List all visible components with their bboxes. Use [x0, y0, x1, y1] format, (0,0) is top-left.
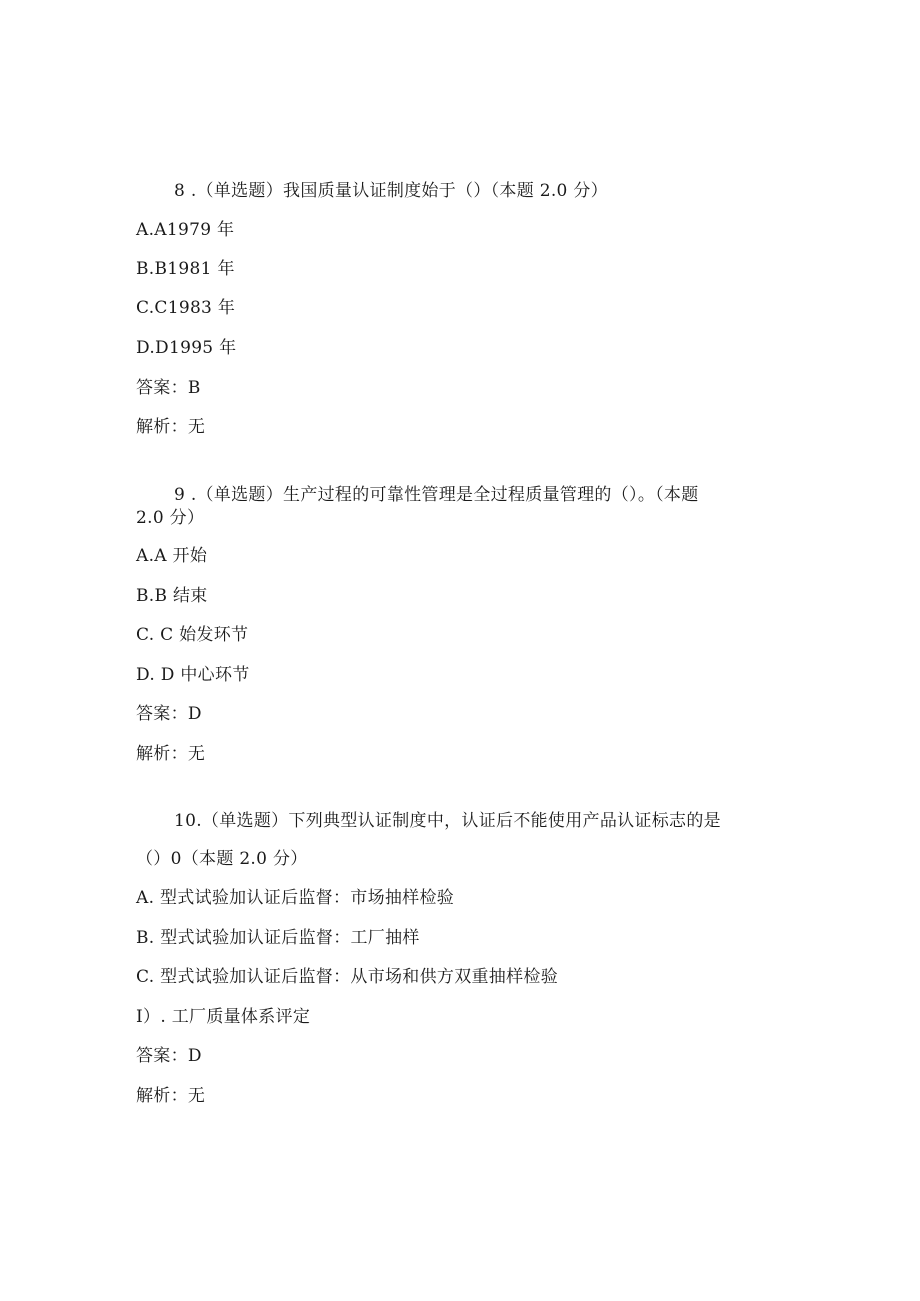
option-a: A.A1979 年: [136, 220, 235, 240]
option-a: A.A 开始: [136, 546, 208, 566]
option-c: C. C 始发环节: [136, 625, 249, 645]
option-d: D.D1995 年: [136, 338, 237, 358]
question-stem: 10.（单选题）下列典型认证制度中，认证后不能使用产品认证标志的是: [174, 811, 721, 831]
option-b: B.B1981 年: [136, 259, 235, 279]
option-d: D. D 中心环节: [136, 665, 250, 685]
option-b: B.B 结束: [136, 586, 208, 606]
answer: 答案：D: [136, 704, 202, 724]
option-b: B. 型式试验加认证后监督：工厂抽样: [136, 928, 420, 948]
answer: 答案：B: [136, 378, 201, 398]
option-c: C. 型式试验加认证后监督：从市场和供方双重抽样检验: [136, 967, 559, 987]
question-stem: 9 .（单选题）生产过程的可靠性管理是全过程质量管理的（）。（本题: [174, 485, 699, 505]
question-stem-continued: 2.0 分）: [136, 508, 205, 528]
answer: 答案：D: [136, 1046, 202, 1066]
option-c: C.C1983 年: [136, 298, 236, 318]
analysis: 解析：无: [136, 744, 206, 764]
analysis: 解析：无: [136, 417, 206, 437]
analysis: 解析：无: [136, 1086, 206, 1106]
option-d: I）. 工厂质量体系评定: [136, 1007, 311, 1027]
question-stem-continued: （）0（本题 2.0 分）: [136, 849, 308, 869]
option-a: A. 型式试验加认证后监督：市场抽样检验: [136, 888, 455, 908]
question-stem: 8 .（单选题）我国质量认证制度始于（）（本题 2.0 分）: [174, 181, 608, 201]
